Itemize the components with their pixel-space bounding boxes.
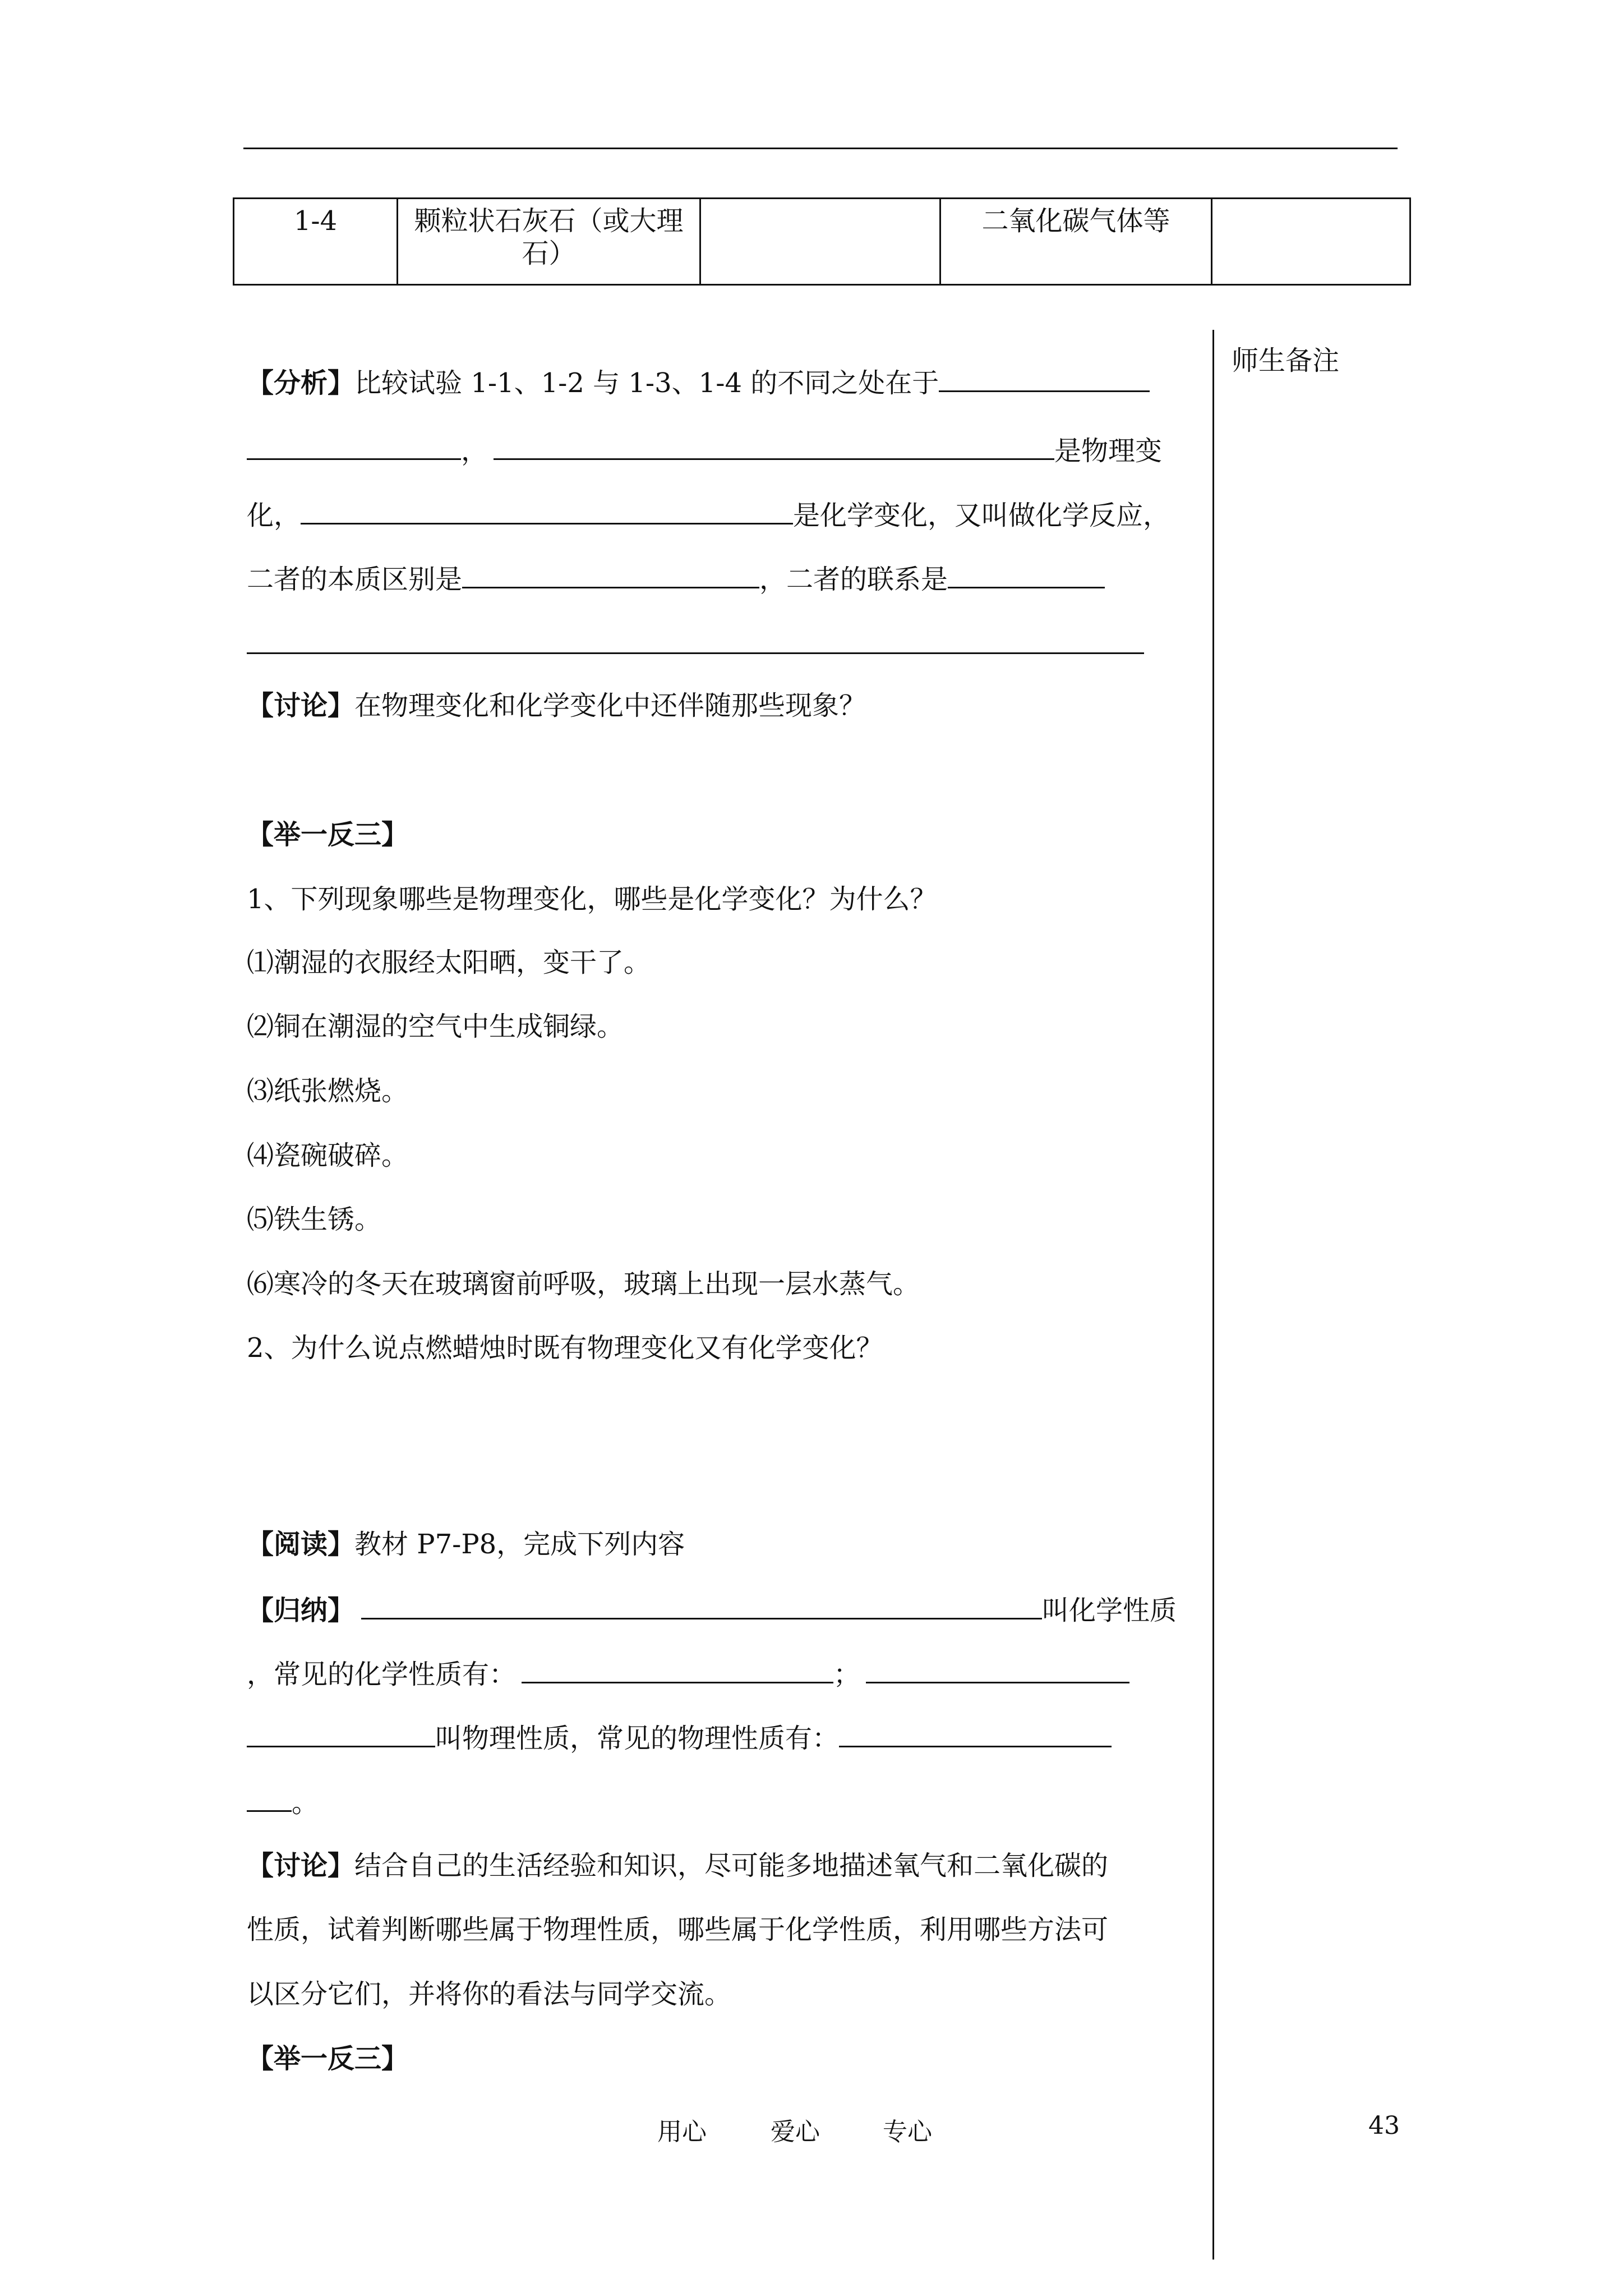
page-number: 43: [1368, 2111, 1400, 2140]
physical-property-label: 叫物理性质，常见的物理性质有：: [435, 1723, 840, 1754]
side-note: 师生备注: [1232, 345, 1340, 376]
practice-heading: [247, 818, 408, 852]
question-1: 1、下列现象哪些是物理变化，哪些是化学变化？为什么？: [247, 884, 937, 915]
summary-bracket: 【归纳】: [247, 1595, 355, 1626]
discussion-text: 在物理变化和化学变化中还伴随那些现象？: [354, 690, 866, 721]
analysis-line1: [247, 365, 1150, 400]
practice-bracket: 【举一反三】: [247, 819, 409, 850]
phenomenon-cell: [700, 199, 940, 285]
answer-blank[interactable]: [247, 1784, 292, 1812]
answer-blank[interactable]: [462, 561, 759, 588]
answer-blank[interactable]: [948, 561, 1105, 588]
analysis-chemical-change: 是化学变化，又叫做化学反应，: [793, 500, 1170, 531]
list-item: ⑴潮湿的衣服经太阳晒，变干了。: [247, 947, 651, 978]
summary-line3: [247, 1720, 1112, 1755]
product-cell: 二氧化碳气体等: [940, 199, 1212, 285]
answer-line-full[interactable]: [247, 652, 1144, 654]
experiment-table: [233, 197, 1411, 286]
essential-difference-label: 二者的本质区别是: [247, 564, 463, 595]
practice2-heading: [247, 2042, 408, 2076]
answer-blank[interactable]: [866, 1656, 1129, 1683]
list-item: ⑷瓷碗破碎。: [247, 1140, 409, 1171]
note-cell: [1212, 199, 1410, 285]
discussion-bracket: 【讨论】: [247, 690, 355, 721]
row-id-cell: 1-4: [234, 199, 398, 285]
reading: [247, 1527, 685, 1561]
comma: ，: [461, 435, 488, 467]
answer-blank[interactable]: [247, 1720, 435, 1747]
answer-blank[interactable]: [247, 432, 461, 460]
margin-rule: [1212, 330, 1214, 2260]
footer-motto-1: 用心: [657, 2118, 707, 2146]
period: 。: [292, 1787, 319, 1819]
discussion2-line3: 以区分它们，并将你的看法与同学交流。: [247, 1978, 732, 2010]
answer-blank[interactable]: [301, 497, 793, 524]
discussion2-line1: [247, 1849, 1108, 1883]
material-cell: 颗粒状石灰石（或大理石）: [398, 199, 700, 285]
answer-blank[interactable]: [939, 365, 1150, 392]
analysis-line3: [247, 497, 1170, 532]
semicolon: ；: [833, 1659, 861, 1690]
summary-line2: [247, 1656, 1129, 1691]
answer-blank[interactable]: [361, 1592, 1042, 1619]
common-chemical-properties-label: ，常见的化学性质有：: [247, 1659, 517, 1690]
list-item: ⑵铜在潮湿的空气中生成铜绿。: [247, 1011, 624, 1042]
discussion1: [247, 689, 866, 723]
header-rule: [243, 148, 1398, 149]
discussion2-bracket: 【讨论】: [247, 1850, 355, 1881]
footer-motto-3: 专心: [883, 2118, 932, 2146]
discussion2-line2: 性质，试着判断哪些属于物理性质，哪些属于化学性质，利用哪些方法可: [247, 1914, 1109, 1945]
practice2-bracket: 【举一反三】: [247, 2043, 409, 2074]
table-row: [234, 199, 1410, 285]
answer-blank[interactable]: [494, 432, 1054, 460]
answer-blank[interactable]: [839, 1720, 1112, 1747]
analysis-text: 比较试验 1-1、1-2 与 1-3、1-4 的不同之处在于: [354, 367, 939, 399]
list-item: ⑸铁生锈。: [247, 1204, 382, 1235]
list-item: ⑶纸张燃烧。: [247, 1075, 409, 1107]
chemical-property-label: 叫化学性质: [1042, 1595, 1177, 1626]
footer-motto-2: 爱心: [771, 2118, 820, 2146]
analysis-physical-change: 是物理变: [1054, 435, 1163, 467]
connection-label: ，二者的联系是: [759, 564, 948, 595]
question-2: 2、为什么说点燃蜡烛时既有物理变化又有化学变化？: [247, 1332, 883, 1364]
summary-line1: [247, 1592, 1177, 1627]
analysis-line4: [247, 561, 1105, 596]
analysis-line3-start: 化，: [247, 500, 301, 531]
summary-line4: [247, 1784, 319, 1820]
list-item: ⑹寒冷的冬天在玻璃窗前呼吸，玻璃上出现一层水蒸气。: [247, 1268, 920, 1300]
answer-blank[interactable]: [522, 1656, 833, 1683]
analysis-line2: [247, 432, 1162, 468]
reading-bracket: 【阅读】: [247, 1529, 355, 1560]
discussion2-text: 结合自己的生活经验和知识，尽可能多地描述氧气和二氧化碳的: [354, 1850, 1109, 1881]
reading-text: 教材 P7-P8，完成下列内容: [354, 1529, 685, 1560]
analysis-bracket: 【分析】: [247, 367, 355, 399]
